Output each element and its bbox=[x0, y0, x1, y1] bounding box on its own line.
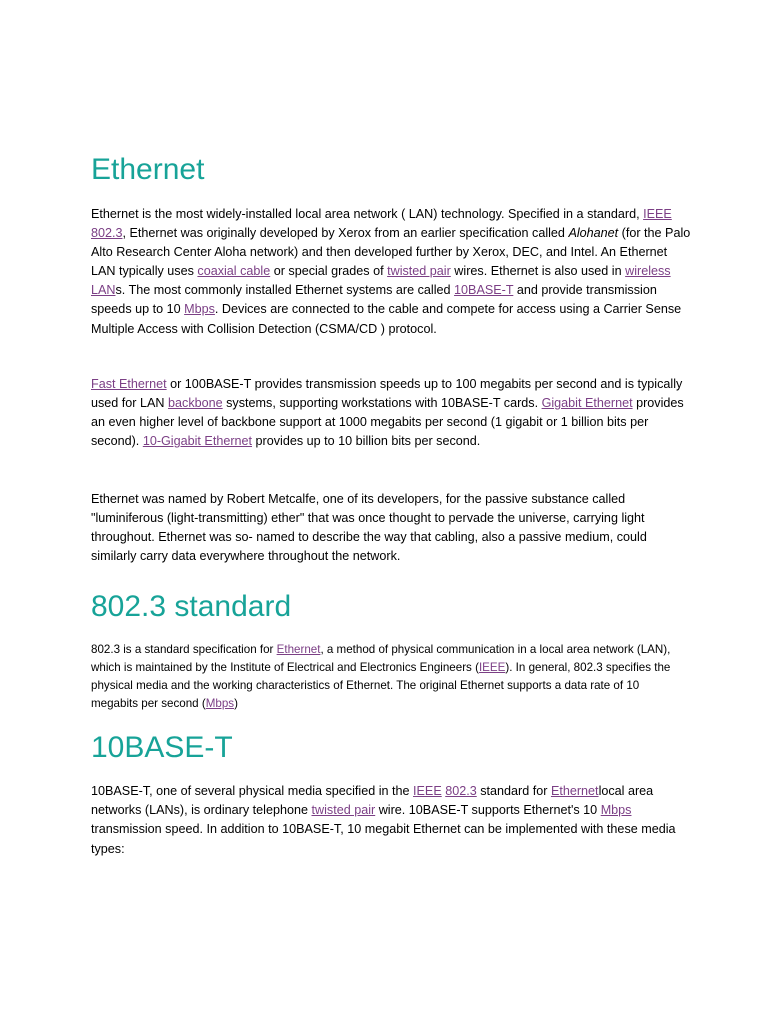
link-802-3[interactable]: 802.3 bbox=[91, 226, 123, 241]
link-coaxial-cable[interactable]: coaxial cable bbox=[197, 264, 271, 279]
heading-10base-t: 10BASE-T bbox=[91, 731, 233, 764]
link-backbone[interactable]: backbone bbox=[168, 396, 223, 411]
link-mbps[interactable]: Mbps bbox=[600, 803, 632, 818]
ethernet-paragraph-2: Fast Ethernet or 100BASE-T provides transmission speeds up to 100 megabits per second and is typically used for LAN backbone systems, supporting workstations with 10BASE-T cards. Gigabit Ethernet provides an even higher level of backbone support at 1000 megabits per second (1 gigabit or 1 billion bits per second). 10-Gigabit Ethernet provides up to 10 billion bits per second. bbox=[91, 377, 684, 449]
link-802-3[interactable]: 802.3 bbox=[445, 784, 477, 798]
heading-ethernet: Ethernet bbox=[91, 153, 205, 186]
link-ieee[interactable]: IEEE bbox=[478, 661, 506, 674]
ethernet-paragraph-1: Ethernet is the most widely-installed local area network ( LAN) technology. Specified in a standard, IEEE 802.3, Ethernet was originally developed by Xerox from an earlier specification called Alohanet (for the Palo Alto Research Center Aloha network) and then developed further by Xerox, DEC, and Intel. An Ethernet LAN typically uses coaxial cable or special grades of twisted pair wires. Ethernet is also used in wireless LANs. The most commonly installed Ethernet systems are called 10BASE-T and provide transmission speeds up to 10 Mbps. Devices are connected to the cable and compete for access using a Carrier Sense Multiple Access with Collision Detection (CSMA/CD ) protocol. bbox=[91, 207, 691, 336]
alohanet-term: Alohanet bbox=[568, 226, 619, 241]
link-ieee[interactable]: IEEE bbox=[413, 784, 442, 798]
link-mbps[interactable]: Mbps bbox=[184, 302, 215, 317]
ethernet-paragraph-3: Ethernet was named by Robert Metcalfe, one of its developers, for the passive substance called "luminiferous (light-transmitting) ether" that was once thought to pervade the universe, carrying light throughout. Ethernet was so- named to describe the way that cabling, also a passive medium, could similarly carry data everywhere throughout the network. bbox=[91, 492, 647, 564]
link-twisted-pair[interactable]: twisted pair bbox=[311, 803, 376, 818]
link-ethernet[interactable]: Ethernet bbox=[550, 784, 599, 798]
link-wireless-lan[interactable]: wireless LAN bbox=[91, 264, 671, 298]
link-ethernet[interactable]: Ethernet bbox=[276, 643, 321, 656]
heading-802-3-standard: 802.3 standard bbox=[91, 590, 292, 623]
link-gigabit-ethernet[interactable]: Gigabit Ethernet bbox=[541, 396, 633, 411]
link-mbps[interactable]: Mbps bbox=[205, 697, 235, 710]
link-10-gigabit-ethernet[interactable]: 10-Gigabit Ethernet bbox=[142, 434, 253, 449]
link-10base-t[interactable]: 10BASE-T bbox=[454, 283, 514, 298]
link-fast-ethernet[interactable]: Fast Ethernet bbox=[91, 377, 167, 391]
10base-t-paragraph: 10BASE-T, one of several physical media specified in the IEEE 802.3 standard for Ethernetlocal area networks (LANs), is ordinary telephone twisted pair wire. 10BASE-T supports Ethernet's 10 Mbps transmission speed. In addition to 10BASE-T, 10 megabit Ethernet can be implemented with these media types: bbox=[91, 784, 676, 856]
link-ieee[interactable]: IEEE bbox=[643, 207, 672, 221]
standard-paragraph: 802.3 is a standard specification for Ethernet, a method of physical communication in a local area network (LAN), which is maintained by the Institute of Electrical and Electronics Engineers (IEEE). In general, 802.3 specifies the physical media and the working characteristics of Ethernet. The original Ethernet supports a data rate of 10 megabits per second (Mbps) bbox=[91, 643, 671, 710]
link-twisted-pair[interactable]: twisted pair bbox=[387, 264, 451, 279]
